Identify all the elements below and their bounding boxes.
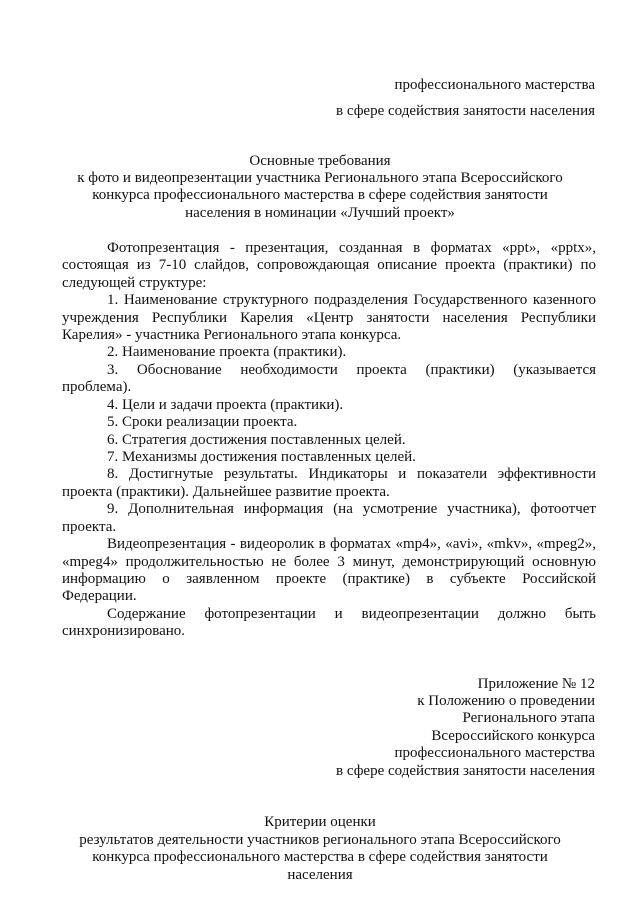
paragraph-line: синхронизировано. (62, 623, 186, 639)
paragraph-line: Фотопрезентация - презентация, созданная в форматах «ppt», «pptx», (107, 240, 596, 256)
header-line: в сфере содействия занятости населения (336, 103, 595, 119)
header-line: профессионального мастерства (394, 77, 595, 93)
criteria-title-line: населения (287, 867, 353, 883)
paragraph-line: информацию о заявленном проекте (практике) в субъекте Российской (62, 571, 596, 587)
list-item: проекта. (62, 519, 117, 535)
criteria-title-line: конкурса профессионального мастерства в сфере содействия занятости (92, 849, 548, 865)
list-item: учреждения Республики Карелия «Центр занятости населения Республики (62, 310, 596, 326)
appendix-line: к Положению о проведении (417, 693, 595, 709)
list-item: 2. Наименование проекта (практики). (107, 344, 347, 360)
title-line: к фото и видеопрезентации участника Регионального этапа Всероссийского (77, 170, 563, 186)
list-item: 4. Цели и задачи проекта (практики). (107, 397, 344, 413)
title-line: населения в номинации «Лучший проект» (185, 205, 455, 221)
list-item: 9. Дополнительная информация (на усмотрение участника), фотоотчет (107, 501, 596, 517)
list-item: 7. Механизмы достижения поставленных целей. (107, 449, 416, 465)
paragraph-line: Федерации. (62, 588, 137, 604)
list-item: Карелия» - участника Регионального этапа конкурса. (62, 327, 402, 343)
appendix-line: в сфере содействия занятости населения (336, 763, 595, 779)
list-item: проблема). (62, 379, 132, 395)
paragraph-line: Видеопрезентация - видеоролик в форматах «mp4», «avi», «mkv», «mpeg2», (107, 536, 596, 552)
list-item: 3. Обоснование необходимости проекта (практики) (указывается (107, 362, 596, 378)
list-item: проекта (практики). Дальнейшее развитие проекта. (62, 484, 390, 500)
paragraph-line: следующей структуре: (62, 275, 207, 291)
criteria-title-line: Критерии оценки (264, 814, 376, 830)
criteria-title-line: результатов деятельности участников регионального этапа Всероссийского (79, 832, 561, 848)
paragraph-line: состоящая из 7-10 слайдов, сопровождающая описание проекта (практики) по (62, 257, 596, 273)
title-line: конкурса профессионального мастерства в сфере содействия занятости (92, 187, 548, 203)
paragraph-line: Содержание фотопрезентации и видеопрезентации должно быть (107, 606, 596, 622)
appendix-line: Приложение № 12 (477, 676, 595, 692)
list-item: 5. Сроки реализации проекта. (107, 414, 298, 430)
appendix-line: профессионального мастерства (394, 745, 595, 761)
list-item: 1. Наименование структурного подразделения Государственного казенного (107, 292, 596, 308)
appendix-line: Всероссийского конкурса (431, 728, 595, 744)
appendix-line: Регионального этапа (462, 710, 595, 726)
paragraph-line: «mpeg4» продолжительностью не более 3 минут, демонстрирующий основную (62, 554, 596, 570)
list-item: 6. Стратегия достижения поставленных целей. (107, 432, 406, 448)
list-item: 8. Достигнутые результаты. Индикаторы и показатели эффективности (107, 466, 596, 482)
title-line: Основные требования (249, 153, 391, 169)
